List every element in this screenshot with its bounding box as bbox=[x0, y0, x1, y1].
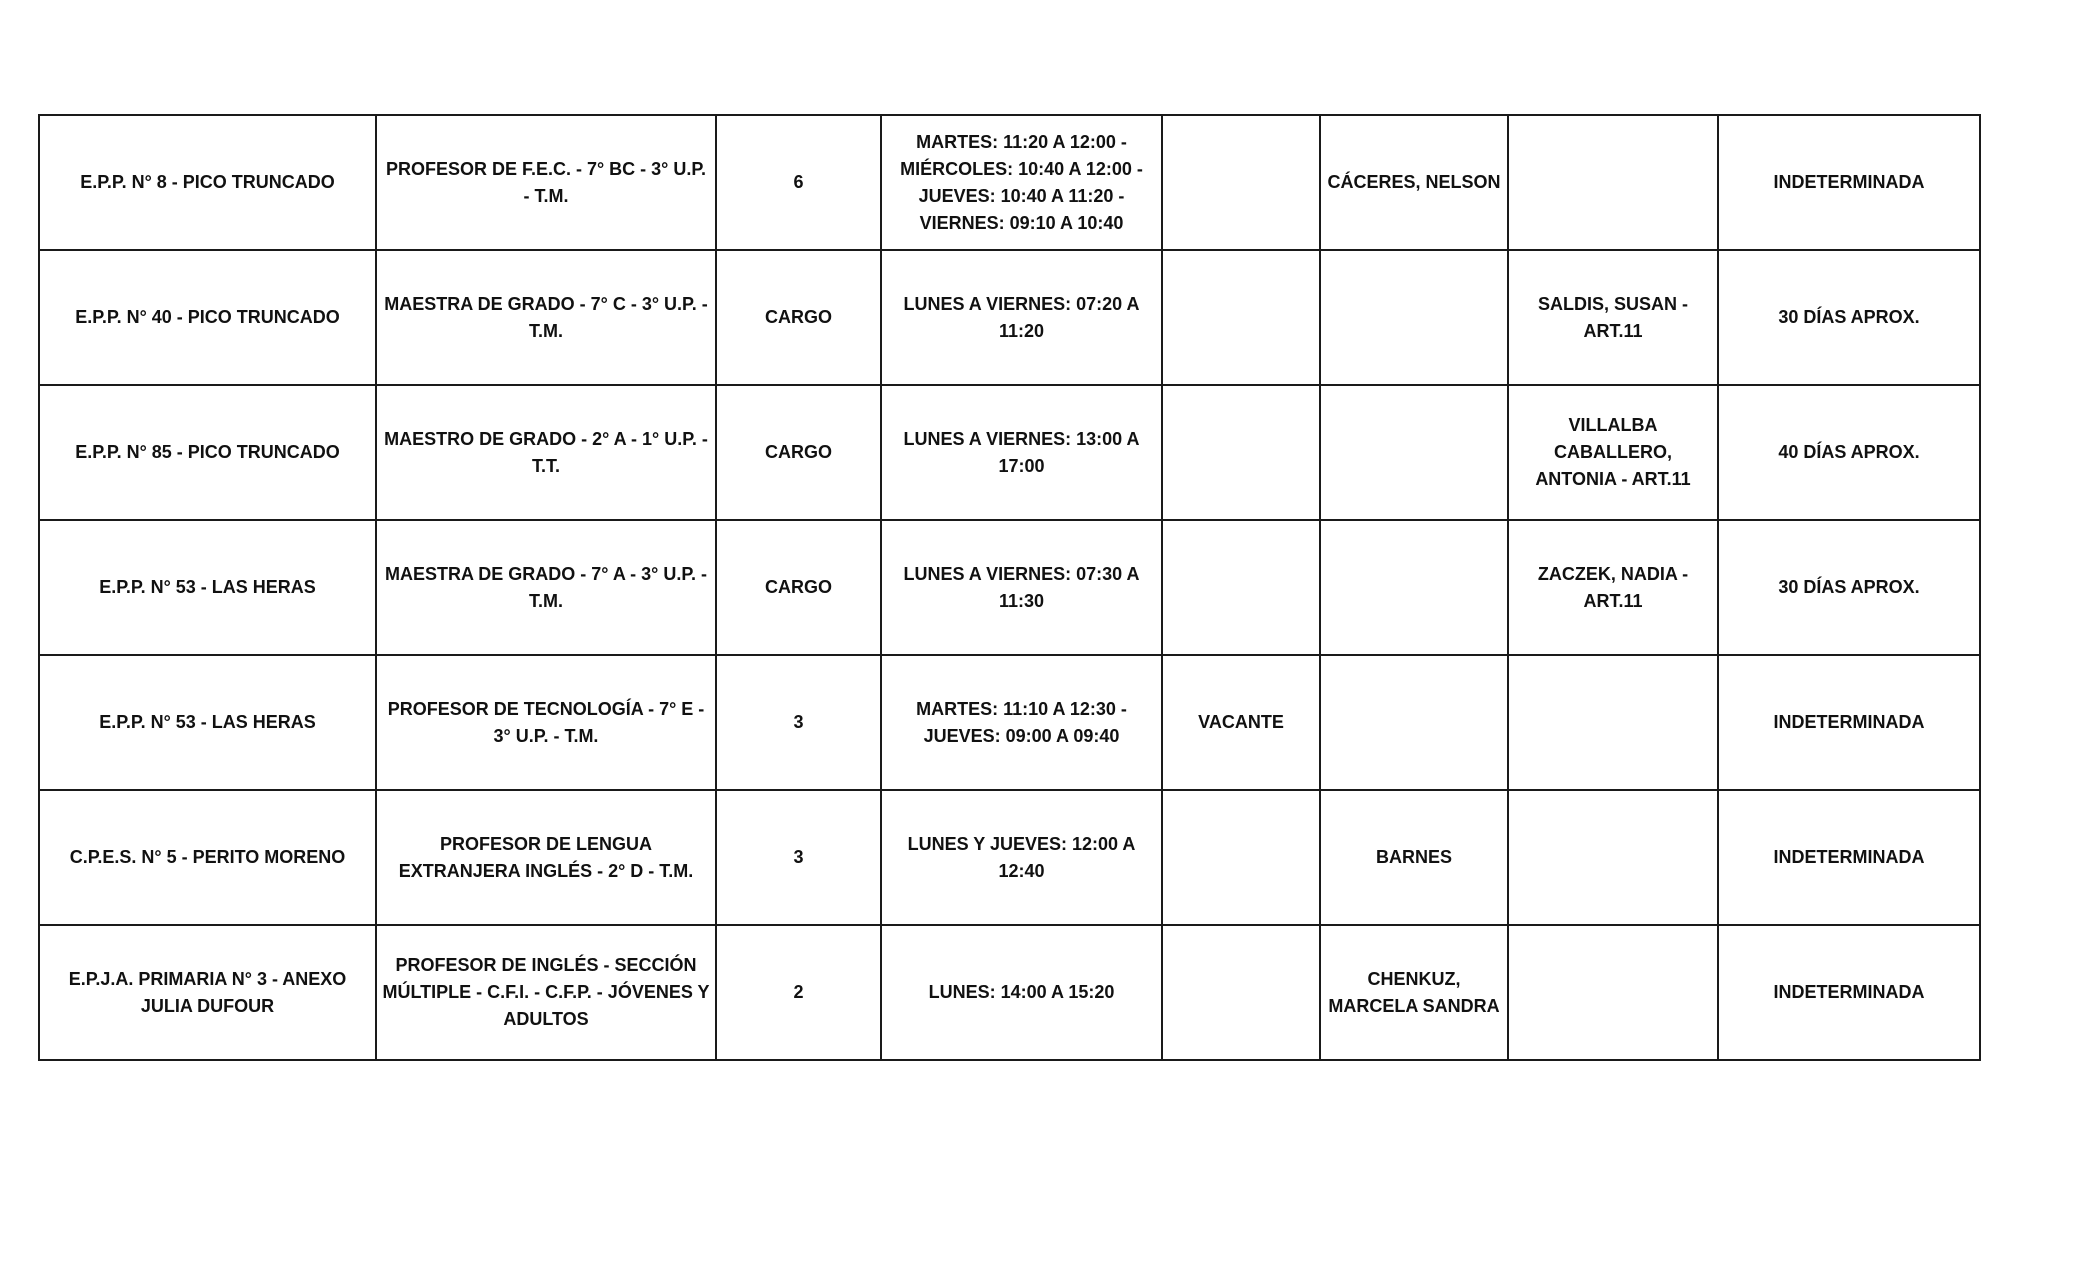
school-cell bbox=[39, 115, 376, 250]
school-cell-text: E.P.P. N° 8 - PICO TRUNCADO bbox=[80, 172, 335, 192]
holder-cell-text: BARNES bbox=[1375, 847, 1452, 867]
position-cell bbox=[376, 925, 716, 1060]
position-cell-text: PROFESOR DE TECNOLOGÍA - 7° E - 3° U.P. - T.M. bbox=[387, 698, 705, 746]
holder-cell bbox=[1320, 385, 1508, 520]
schedule-cell-text: LUNES: 14:00 A 15:20 bbox=[928, 982, 1115, 1002]
hours-cell bbox=[716, 115, 881, 250]
status-cell bbox=[1162, 520, 1320, 655]
schedule-cell bbox=[881, 790, 1162, 925]
duration-cell-text: INDETERMINADA bbox=[1773, 847, 1925, 867]
schedule-cell-text: LUNES A VIERNES: 13:00 A 17:00 bbox=[903, 428, 1140, 476]
hours-cell bbox=[716, 925, 881, 1060]
table-row bbox=[39, 790, 1980, 925]
school-cell-text: E.P.P. N° 40 - PICO TRUNCADO bbox=[75, 307, 340, 327]
duration-cell bbox=[1718, 115, 1980, 250]
school-cell bbox=[39, 655, 376, 790]
status-cell bbox=[1162, 250, 1320, 385]
school-cell bbox=[39, 925, 376, 1060]
hours-cell-text: 3 bbox=[793, 712, 804, 732]
position-cell bbox=[376, 385, 716, 520]
position-cell bbox=[376, 790, 716, 925]
status-cell bbox=[1162, 115, 1320, 250]
school-cell bbox=[39, 250, 376, 385]
holder-cell bbox=[1320, 520, 1508, 655]
schedule-cell-text: MARTES: 11:20 A 12:00 - MIÉRCOLES: 10:40 A 12:00 - JUEVES: 10:40 A 11:20 - VIERNES: 09:10 A 10:40 bbox=[900, 131, 1143, 233]
schedule-cell bbox=[881, 925, 1162, 1060]
replacement-cell bbox=[1508, 925, 1718, 1060]
holder-cell bbox=[1320, 925, 1508, 1060]
schedule-cell-text: LUNES A VIERNES: 07:30 A 11:30 bbox=[903, 563, 1140, 611]
hours-cell bbox=[716, 655, 881, 790]
duration-cell-text: 30 DÍAS APROX. bbox=[1778, 307, 1920, 327]
position-cell bbox=[376, 520, 716, 655]
holder-cell bbox=[1320, 655, 1508, 790]
status-cell-text: VACANTE bbox=[1198, 712, 1284, 732]
holder-cell bbox=[1320, 790, 1508, 925]
replacement-cell-text: VILLALBA CABALLERO, ANTONIA - ART.11 bbox=[1535, 415, 1691, 489]
replacement-cell bbox=[1508, 385, 1718, 520]
replacement-cell bbox=[1508, 115, 1718, 250]
holder-cell-text: CÁCERES, NELSON bbox=[1327, 172, 1501, 192]
duration-cell bbox=[1718, 520, 1980, 655]
table-row bbox=[39, 385, 1980, 520]
school-cell-text: E.P.P. N° 85 - PICO TRUNCADO bbox=[75, 442, 340, 462]
schedule-cell bbox=[881, 520, 1162, 655]
status-cell bbox=[1162, 925, 1320, 1060]
schedule-cell bbox=[881, 115, 1162, 250]
table-row bbox=[39, 115, 1980, 250]
status-cell bbox=[1162, 385, 1320, 520]
status-cell bbox=[1162, 790, 1320, 925]
position-cell bbox=[376, 115, 716, 250]
duration-cell bbox=[1718, 385, 1980, 520]
position-cell bbox=[376, 655, 716, 790]
hours-cell-text: 2 bbox=[793, 982, 804, 1002]
hours-cell-text: CARGO bbox=[765, 307, 832, 327]
holder-cell-text: CHENKUZ, MARCELA SANDRA bbox=[1328, 968, 1500, 1016]
schedule-cell-text: MARTES: 11:10 A 12:30 - JUEVES: 09:00 A 09:40 bbox=[916, 698, 1127, 746]
hours-cell bbox=[716, 385, 881, 520]
table-row bbox=[39, 520, 1980, 655]
duration-cell bbox=[1718, 250, 1980, 385]
hours-cell bbox=[716, 520, 881, 655]
position-cell-text: PROFESOR DE LENGUA EXTRANJERA INGLÉS - 2° D - T.M. bbox=[398, 833, 694, 881]
position-cell-text: MAESTRA DE GRADO - 7° A - 3° U.P. - T.M. bbox=[384, 563, 708, 611]
vacancies-table-body bbox=[39, 115, 1980, 1060]
duration-cell bbox=[1718, 655, 1980, 790]
replacement-cell bbox=[1508, 250, 1718, 385]
hours-cell bbox=[716, 790, 881, 925]
duration-cell bbox=[1718, 790, 1980, 925]
replacement-cell-text: SALDIS, SUSAN - ART.11 bbox=[1537, 293, 1688, 341]
replacement-cell-text: ZACZEK, NADIA - ART.11 bbox=[1537, 563, 1689, 611]
schedule-cell-text: LUNES Y JUEVES: 12:00 A 12:40 bbox=[907, 833, 1136, 881]
duration-cell-text: INDETERMINADA bbox=[1773, 982, 1925, 1002]
holder-cell bbox=[1320, 250, 1508, 385]
replacement-cell bbox=[1508, 655, 1718, 790]
schedule-cell bbox=[881, 655, 1162, 790]
position-cell-text: MAESTRA DE GRADO - 7° C - 3° U.P. - T.M. bbox=[384, 293, 708, 341]
school-cell-text: E.P.P. N° 53 - LAS HERAS bbox=[99, 712, 316, 732]
hours-cell-text: CARGO bbox=[765, 577, 832, 597]
hours-cell bbox=[716, 250, 881, 385]
holder-cell bbox=[1320, 115, 1508, 250]
table-row bbox=[39, 655, 1980, 790]
hours-cell-text: CARGO bbox=[765, 442, 832, 462]
replacement-cell bbox=[1508, 520, 1718, 655]
table-row bbox=[39, 250, 1980, 385]
schedule-cell-text: LUNES A VIERNES: 07:20 A 11:20 bbox=[903, 293, 1140, 341]
status-cell bbox=[1162, 655, 1320, 790]
school-cell bbox=[39, 520, 376, 655]
duration-cell-text: INDETERMINADA bbox=[1773, 712, 1925, 732]
school-cell-text: E.P.P. N° 53 - LAS HERAS bbox=[99, 577, 316, 597]
schedule-cell bbox=[881, 385, 1162, 520]
replacement-cell bbox=[1508, 790, 1718, 925]
position-cell bbox=[376, 250, 716, 385]
school-cell-text: E.P.J.A. PRIMARIA N° 3 - ANEXO JULIA DUFOUR bbox=[68, 968, 347, 1016]
hours-cell-text: 6 bbox=[793, 172, 804, 192]
duration-cell-text: INDETERMINADA bbox=[1773, 172, 1925, 192]
school-cell bbox=[39, 385, 376, 520]
hours-cell-text: 3 bbox=[793, 847, 804, 867]
school-cell bbox=[39, 790, 376, 925]
duration-cell bbox=[1718, 925, 1980, 1060]
school-cell-text: C.P.E.S. N° 5 - PERITO MORENO bbox=[69, 847, 346, 867]
position-cell-text: MAESTRO DE GRADO - 2° A - 1° U.P. - T.T. bbox=[384, 428, 708, 476]
duration-cell-text: 30 DÍAS APROX. bbox=[1778, 577, 1920, 597]
schedule-cell bbox=[881, 250, 1162, 385]
duration-cell-text: 40 DÍAS APROX. bbox=[1778, 442, 1920, 462]
vacancies-table bbox=[38, 114, 1981, 1061]
position-cell-text: PROFESOR DE INGLÉS - SECCIÓN MÚLTIPLE - C.F.I. - C.F.P. - JÓVENES Y ADULTOS bbox=[382, 955, 710, 1029]
table-row bbox=[39, 925, 1980, 1060]
position-cell-text: PROFESOR DE F.E.C. - 7° BC - 3° U.P. - T.M. bbox=[385, 158, 707, 206]
